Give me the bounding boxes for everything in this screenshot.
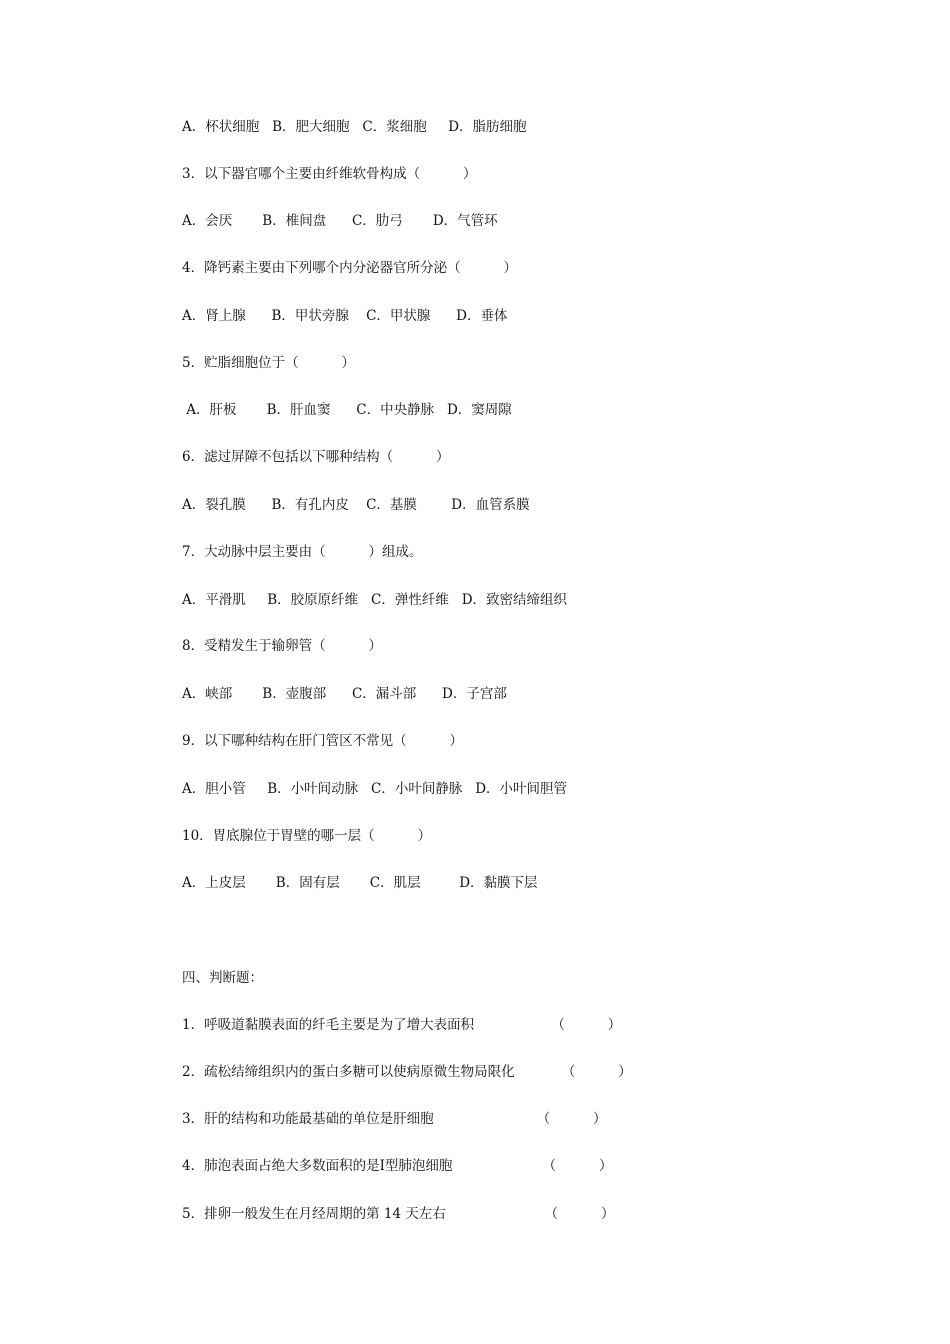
question-line: 7．大动脉中层主要由（ ）组成。 (182, 544, 423, 560)
question-line: 10．胃底腺位于胃壁的哪一层（ ） (182, 828, 432, 844)
question-line: 5．贮脂细胞位于（ ） (182, 355, 356, 371)
section-title: 四、判断题： (182, 970, 263, 986)
judgement-item: 1．呼吸道黏膜表面的纤毛主要是为了增大表面积 （ ） (182, 1017, 622, 1033)
question-line: A．上皮层 B．固有层 C．肌层 D．黏膜下层 (182, 875, 538, 891)
judgement-item: 3．肝的结构和功能最基础的单位是肝细胞 （ ） (182, 1111, 607, 1127)
question-line: 9．以下哪种结构在肝门管区不常见（ ） (182, 733, 464, 749)
question-line: A．肾上腺 B．甲状旁腺 C．甲状腺 D．垂体 (182, 308, 508, 324)
question-line: A．裂孔膜 B．有孔内皮 C．基膜 D．血管系膜 (182, 497, 530, 513)
judgement-item: 4．肺泡表面占绝大多数面积的是Ⅰ型肺泡细胞 （ ） (182, 1158, 613, 1174)
question-line: 6．滤过屏障不包括以下哪种结构（ ） (182, 449, 450, 465)
judgement-item: 5．排卵一般发生在月经周期的第 14 天左右 （ ） (182, 1206, 615, 1222)
question-line: A．杯状细胞 B．肥大细胞 C．浆细胞 D．脂肪细胞 (182, 119, 527, 135)
question-line: A．会厌 B．椎间盘 C．肋弓 D．气管环 (182, 213, 498, 229)
judgement-item: 2．疏松结缔组织内的蛋白多糖可以使病原微生物局限化 （ ） (182, 1064, 632, 1080)
question-line: 4．降钙素主要由下列哪个内分泌器官所分泌（ ） (182, 260, 518, 276)
question-line: A．肝板 B．肝血窦 C．中央静脉 D．窦周隙 (182, 402, 512, 418)
question-line: A．平滑肌 B．胶原原纤维 C．弹性纤维 D．致密结缔组织 (182, 592, 568, 608)
question-line: A．峡部 B．壶腹部 C．漏斗部 D．子宫部 (182, 686, 507, 702)
question-line: 8．受精发生于输卵管（ ） (182, 638, 383, 654)
question-line: A．胆小管 B．小叶间动脉 C．小叶间静脉 D．小叶间胆管 (182, 781, 568, 797)
question-line: 3．以下器官哪个主要由纤维软骨构成（ ） (182, 166, 477, 182)
